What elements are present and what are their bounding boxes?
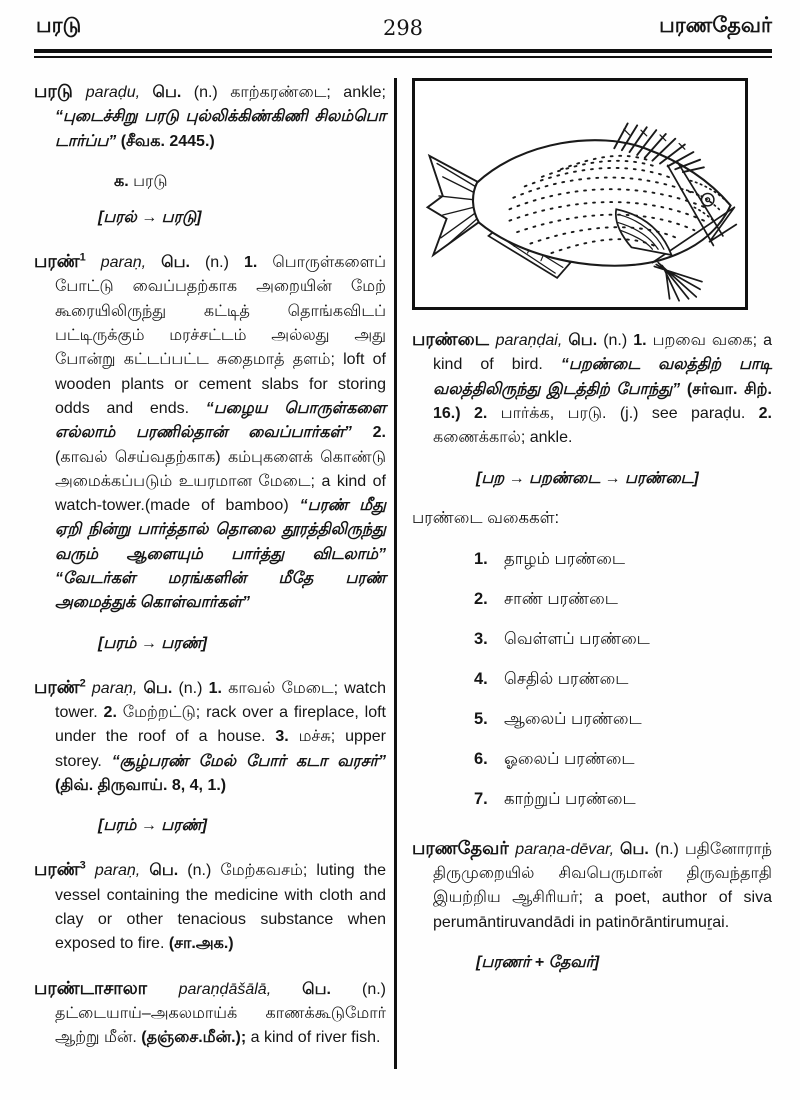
header-rule-thin xyxy=(34,56,772,58)
entry-paran-2: பரண்$^2$ paraṇ, பெ. (n.) 1. காவல் மேடை; watch tower. 2. மேற்றட்டு; rack over a fireplace, loft under the roof of a house. 3. மச்சு; upper storey. “சூழ்பரண் மேல் போர் கடா வரசர்” (திவ். திருவாய். 8, 4, 1.) xyxy=(34,676,387,795)
etymology-line: [பரம் → பரண்] xyxy=(98,634,208,652)
list-item-number: 3. xyxy=(474,629,488,648)
list-item-number: 2. xyxy=(474,589,488,608)
list-item-text: செதில் பரண்டை xyxy=(504,669,629,688)
etymology-line: [பரணர் + தேவர்] xyxy=(476,953,600,971)
header-rule-thick xyxy=(34,49,772,53)
list-item-text: ஆலைப் பரண்டை xyxy=(504,709,642,728)
varieties-heading: பரண்டை வகைகள்: xyxy=(412,508,560,527)
entry-paranadevar: பரணதேவர் paraṇa-dēvar, பெ. (n.) பதினோராந் திருமுறையில் சிவபெருமான் திருவந்தாதி இயற்றிய ஆசிரியர்; a poet, author of siva perumāntiruvandādi in patinōrāntirumuṟai. xyxy=(412,837,773,931)
variety-list-item xyxy=(474,790,772,811)
page-number: 298 xyxy=(382,16,424,40)
entry-parandasala: பரண்டாசாலா paraṇḍāšālā, பெ. (n.) தட்டையாய்–அகலமாய்க் காணக்கூடுமோர் ஆற்று மீன். (தஞ்சை.மீன்.); a kind of river fish. xyxy=(34,977,386,1047)
entry-paran-3: பரண்$^3$ paraṇ, பெ. (n.) மேற்கவசம்; luting the vessel containing the medicine with cloth and clay or other tenacious substance when exposed to fire. (சா.அக.) xyxy=(34,859,387,953)
list-item-number: 1. xyxy=(474,549,488,568)
list-item-number: 5. xyxy=(474,709,488,728)
entry-parandai: பரண்டை paraṇḍai, பெ. (n.) 1. பறவை வகை; a kind of bird. “பறண்டை வலத்திற் பாடி வலத்திலிருந்து இடத்திற் போந்து” (சர்வா. சிற். 16.) 2. பார்க்க, பரடு. (j.) see paraḍu. 2. கணைக்கால்; ankle. xyxy=(412,329,773,447)
fish-illustration xyxy=(418,84,742,304)
cognate-line: க. பரடு xyxy=(114,172,168,190)
variety-list-item xyxy=(474,550,772,571)
list-item-text: வெள்ளப் பரண்டை xyxy=(504,629,650,648)
entry-paradu: பரடு paraḍu, பெ. (n.) காற்கரண்டை; ankle; “புடைச்சிறு பரடு புல்லிக்கிண்கிணி சிலம்பொ டார்ப்ப” (சீவக. 2445.) xyxy=(34,81,387,150)
etymology-line: [பரல் → பரடு] xyxy=(98,208,202,226)
variety-list-item xyxy=(474,710,772,731)
variety-list-item xyxy=(474,630,772,651)
list-item-text: சாண் பரண்டை xyxy=(504,589,618,608)
fish-figure-frame xyxy=(412,78,748,310)
list-item-text: காற்றுப் பரண்டை xyxy=(504,789,636,808)
left-column xyxy=(34,78,386,1069)
page-header xyxy=(34,14,772,46)
variety-list-item xyxy=(474,750,772,771)
etymology-line: [பரம் → பரண்] xyxy=(98,817,208,835)
variety-list-item xyxy=(474,590,772,611)
list-item-number: 6. xyxy=(474,749,488,768)
variety-list-item xyxy=(474,670,772,691)
header-guideword-right: பரணதேவர் xyxy=(659,14,772,37)
entry-paran-1: பரண்$^1$ paraṇ, பெ. (n.) 1. பொருள்களைப் போட்டு வைப்பதற்காக அறையின் மேற் கூரையிலிருந்து கட்டித் தொங்கவிடப் பட்டிருக்கும் மரச்சட்டம் அல்லது அது போன்று கட்டப்பட்ட சுதைமாத் தளம்; loft of wooden plants or cement slabs for storing odds and ends. “பழைய பொருள்களை எல்லாம் பரணில்தான் வைப்பார்கள்” 2. (காவல் செய்வதற்காக) கம்புகளைக் கொண்டு அமைக்கப்படும் உயரமான மேடை; a kind of watch-tower.(made of bamboo) “பரண் மீது ஏறி நின்று பார்த்தால் தொலை தூரத்திலிருந்து வரும் ஆளையும் பார்த்து விடலாம்” “வேடர்கள் மரங்களின் மீதே பரண் அமைத்துக் கொள்வார்கள்” xyxy=(34,250,387,612)
header-guideword-left: பரடு xyxy=(36,14,82,37)
two-column-body xyxy=(34,78,772,1069)
etymology-line: [பற → பறண்டை → பரண்டை] xyxy=(476,469,699,487)
list-item-number: 7. xyxy=(474,789,488,808)
list-item-text: தாழம் பரண்டை xyxy=(504,549,626,568)
list-item-text: ஓலைப் பரண்டை xyxy=(504,749,635,768)
right-column xyxy=(397,78,772,1069)
list-item-number: 4. xyxy=(474,669,488,688)
